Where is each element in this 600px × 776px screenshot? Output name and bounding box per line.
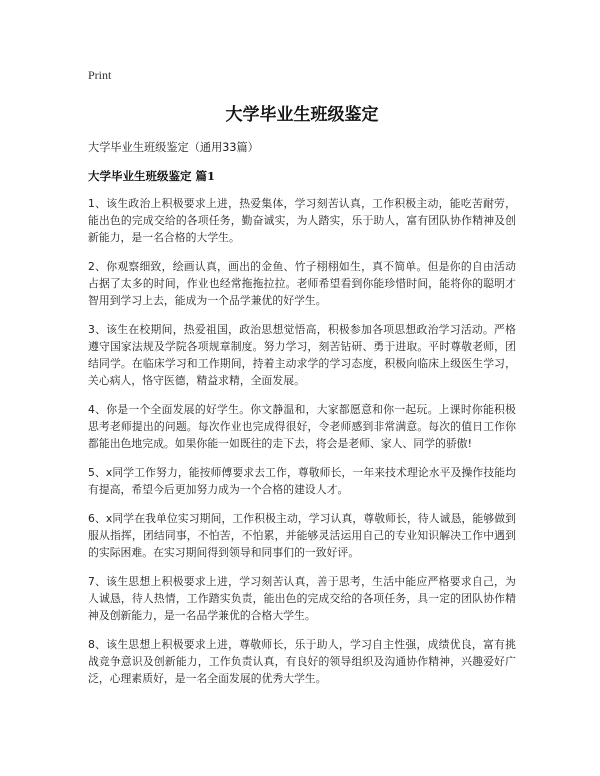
paragraph-list <box>88 195 516 687</box>
paragraph: 8、该生思想上积极要求上进，尊敬师长，乐于助人，学习自主性强，成绩优良，富有挑战竞争意识及创新能力，工作负责认真，有良好的领导组织及沟通协作精神，兴趣爱好广泛，心理素质好，是一名全面发展的优秀大学生。 <box>88 638 516 685</box>
document-title: 大学毕业生班级鉴定 <box>225 105 379 125</box>
paragraph: 6、x同学在我单位实习期间，工作积极主动，学习认真，尊敬师长，待人诚恳，能够做到服从指挥，团结同事，不怕苦，不怕累，并能够灵活运用自己的专业知识解决工作中遇到的实际困难。在实习期间得到领导和同事们的一致好评。 <box>88 512 516 559</box>
paragraph: 3、该生在校期间，热爱祖国，政治思想觉悟高，积极参加各项思想政治学习活动。严格遵守国家法规及学院各项规章制度。努力学习，刻苦钻研、勇于进取。平时尊敬老师，团结同学。在临床学习和工作期间，持着主动求学的学习态度，积极向临床上级医生学习，关心病人，恪守医德，精益求精，全面发展。 <box>88 323 516 387</box>
paragraph: 2、你观察细致，绘画认真，画出的金鱼、竹子栩栩如生，真不简单。但是你的自由活动占据了太多的时间，作业也经常拖拖拉拉。老师希望看到你能珍惜时间，能将你的聪明才智用到学习上去，能成为一个品学兼优的好学生。 <box>88 260 516 307</box>
paragraph: 4、你是一个全面发展的好学生。你文静温和，大家都愿意和你一起玩。上课时你能积极思考老师提出的问题。每次作业也完成得很好，令老师感到非常满意。每次的值日工作你都能出色地完成。如果你能一如既往的走下去，将会是老师、家人、同学的骄傲! <box>88 403 516 450</box>
section-heading: 大学毕业生班级鉴定 篇1 <box>88 169 216 183</box>
paragraph: 1、该生政治上积极要求上进，热爱集体，学习刻苦认真，工作积极主动，能吃苦耐劳，能出色的完成交给的各项任务，勤奋诚实，为人踏实，乐于助人，富有团队协作精神及创新能力，是一名合格的大学生。 <box>88 197 516 244</box>
print-link[interactable]: Print <box>88 68 112 82</box>
paragraph: 5、x同学工作努力，能按师傅要求去工作，尊敬师长，一年来技术理论水平及操作技能均有提高，希望今后更加努力成为一个合格的建设人才。 <box>88 466 516 496</box>
document-subtitle: 大学毕业生班级鉴定（通用33篇） <box>88 141 259 154</box>
paragraph: 7、该生思想上积极要求上进，学习刻苦认真，善于思考，生活中能应严格要求自己，为人诚恳，待人热情，工作踏实负责，能出色的完成交给的各项任务，具一定的团队协作精神及创新能力，是一名品学兼优的合格大学生。 <box>88 575 516 622</box>
